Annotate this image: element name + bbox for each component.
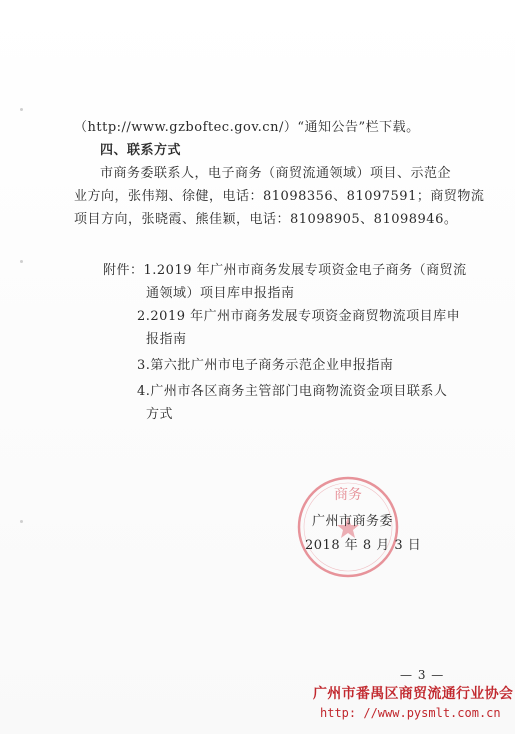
contact-paragraph-line: 业方向，张伟翔、徐健，电话：81098356、81097591；商贸物流 xyxy=(74,189,485,204)
download-note-line: （http://www.gzboftec.gov.cn/）“通知公告”栏下载。 xyxy=(74,120,420,135)
section-heading-contact: 四、联系方式 xyxy=(100,143,182,158)
scan-dot xyxy=(20,108,23,111)
watermark-url: http: //www.pysmlt.com.cn xyxy=(320,706,501,720)
signature-date: 2018 年 8 月 3 日 xyxy=(305,538,422,553)
page-number: — 3 — xyxy=(400,668,445,682)
attachment-item-1-cont: 通领域）项目库申报指南 xyxy=(146,286,295,301)
scan-dot xyxy=(20,520,23,523)
signature-org: 广州市商务委 xyxy=(312,514,394,529)
attachment-item-2-cont: 报指南 xyxy=(146,332,187,347)
attachment-item-4: 4.广州市各区商务主管部门电商物流资金项目联系人 xyxy=(137,384,448,399)
attachment-item-1: 附件：1.2019 年广州市商务发展专项资金电子商务（商贸流 xyxy=(103,263,467,278)
contact-paragraph-line: 市商务委联系人，电子商务（商贸流通领域）项目、示范企 xyxy=(100,166,452,181)
attachment-item-2: 2.2019 年广州市商务发展专项资金商贸物流项目库申 xyxy=(137,309,461,324)
watermark-org-name: 广州市番禺区商贸流通行业协会 xyxy=(313,686,514,702)
contact-paragraph-line: 项目方向，张晓霞、熊佳颖，电话：81098905、81098946。 xyxy=(74,212,458,227)
scan-dot xyxy=(20,260,23,263)
seal-text: 商务 xyxy=(334,487,362,503)
attachment-item-3: 3.第六批广州市电子商务示范企业申报指南 xyxy=(137,358,394,373)
attachment-item-4-cont: 方式 xyxy=(146,407,174,422)
